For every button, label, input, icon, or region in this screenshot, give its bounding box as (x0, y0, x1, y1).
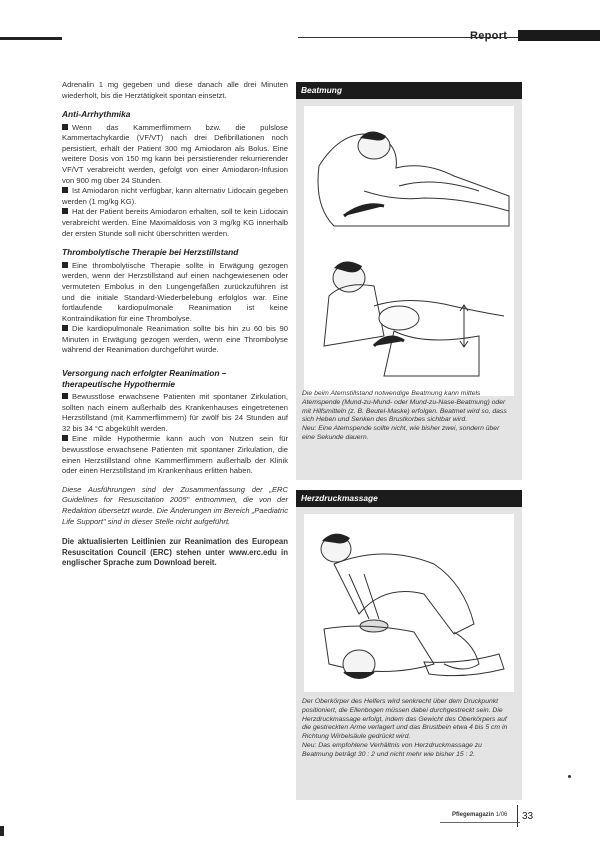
heading-versorgung: Versorgung nach erfolgter Reanimation – therapeutische Hypothermie (62, 368, 227, 389)
bullet-paragraph: Eine milde Hypothermie kann auch von Nutzen sein für bewusstlose erwachsene Patienten mit spontaner Zirkulation, die einen Herzstillstand ohne Kammerflimmern außerhalb der Klinik oder einen Herzstillstand im Krankenhaus erlitten haben. (62, 434, 288, 476)
bullet-square-icon (62, 393, 68, 399)
heading-antiarrhythmika: Anti-Arrhythmika (62, 109, 131, 120)
download-note: Die aktualisierten Leitlinien zur Reanimation des European Resuscitation Council (ERC) stehen unter www.erc.edu in englischer Sprache zum Download bereit. (62, 537, 288, 568)
bullet-square-icon (62, 208, 68, 214)
herzdruckmassage-illustration (304, 514, 514, 692)
bullet-square-icon (62, 187, 68, 193)
intro-paragraph: Adrenalin 1 mg gegeben und diese danach alle drei Minuten wiederholt, bis die Herztätigkeit spontan einsetzt. (62, 80, 288, 100)
left-column (62, 80, 288, 569)
bullet-paragraph: Ist Amiodaron nicht verfügbar, kann alternativ Lidocain gegeben werden (1 mg/kg KG). (62, 186, 288, 206)
bullet-square-icon (62, 325, 68, 331)
header-rule-left (0, 37, 62, 40)
bullet-paragraph: Hat der Patient bereits Amiodaron erhalten, soll te kein Lidocain verabreicht werden. Eine Maximaldosis von 3 mg/kg KG innerhalb der ersten Stunde soll nicht überschritten werden. (62, 207, 288, 238)
rescue-breathing-illustration (304, 106, 514, 396)
header-bar-right (518, 30, 600, 41)
herzdruckmassage-box (296, 490, 522, 800)
bullet-paragraph: Bewusstlose erwachsene Patienten mit spontaner Zirkulation, sollten nach einem außerhalb des Krankenhauses eingetretenen Herzstillstand (mit Kammerflimmern) für zwölf bis 24 Stunden auf 32 bis 34 °C abgekühlt werden. (62, 392, 288, 433)
footer-rule (440, 822, 520, 823)
bullet-paragraph: Die kardiopulmonale Reanimation sollte bis hin zu 60 bis 90 Minuten in Erwägung gezogen werden, wenn eine Thrombolyse während der Reanimation durchgeführt wurde. (62, 324, 288, 355)
beatmung-box (296, 82, 522, 480)
section-label: Report (470, 30, 508, 42)
herzdruckmassage-caption: Der Oberkörper des Helfers wird senkrecht über dem Druckpunkt positioniert, die Ellenbogen müssen dabei durchgestreckt sein. Die Herzdruckmassage erfolgt, indem das Gewicht des Oberkörpers auf die gestreckten Arme verlagert und das Brustbein etwa 4 bis 5 cm in Richtung Wirbelsäule gedrückt wird. Neu: Das empfohlene Verhältnis von Herzdruckmassage zu Beatmung beträgt 30 : 2 und nicht mehr wie bisher 15 : 2. (302, 698, 508, 758)
print-mark (568, 775, 571, 778)
corner-mark (0, 826, 4, 836)
bullet-square-icon (62, 262, 68, 268)
bullet-paragraph: Wenn das Kammerflimmern bzw. die pulslose Kammertachykardie (VF/VT) nach drei Defibrillationen noch persistiert, erhält der Patient 300 mg Amiodaron als Bolus. Eine weitere Dosis von 150 mg kann bei persistierender rekurrierender VF/VT verabreicht werden, gefolgt von einer Amiodaron-Infusion von 900 mg über 24 Stunden. (62, 122, 288, 185)
bullet-square-icon (62, 124, 68, 130)
bullet-square-icon (62, 435, 68, 441)
bullet-paragraph: Eine thrombolytische Therapie sollte in Erwägung gezogen werden, wenn der Herzstillstand auf einen nachgewiesenen oder vermuteten Embolus in den Lungengefäßen zurückzuführen ist und die initiale Standard-Wiederbelebung erfolglos war. Eine fortlaufende kardiopulmonale Reanimation ist keine Kontraindikation für eine Thrombolyse. (62, 260, 288, 323)
footer-divider (517, 805, 518, 827)
journal-title: Pflegemagazin 1/06 (452, 812, 508, 818)
source-note: Diese Ausführungen sind der Zusammenfassung der „ERC Guidelines for Resuscitation 2005" entnommen, die von der Redaktion übersetzt wurde. Die Änderungen im Bereich „Paediatric Life Support" sind in dieser Stelle nicht aufgeführt. (62, 484, 288, 526)
beatmung-caption: Die beim Atemstillstand notwendige Beatmung kann mittels Atemspende (Mund-zu-Mund- oder Mund-zu-Nase-Beatmung) oder mit Hilfsmitteln (z. B. Beutel-Maske) erfolgen. Beatmet wird so, dass sich Heben und Senken des Brustkorbes sichtbar wird. Neu: Eine Atemspende sollte nicht, wie bisher zwei, sondern über eine Sekunde dauern. (302, 390, 507, 441)
box-title: Herzdruckmassage (296, 490, 522, 507)
chest-compression-illustration (304, 514, 514, 692)
page-number: 33 (522, 811, 534, 822)
beatmung-illustration (304, 106, 514, 396)
box-title: Beatmung (296, 82, 522, 99)
heading-thrombolyse: Thrombolytische Therapie bei Herzstillstand (62, 247, 239, 258)
